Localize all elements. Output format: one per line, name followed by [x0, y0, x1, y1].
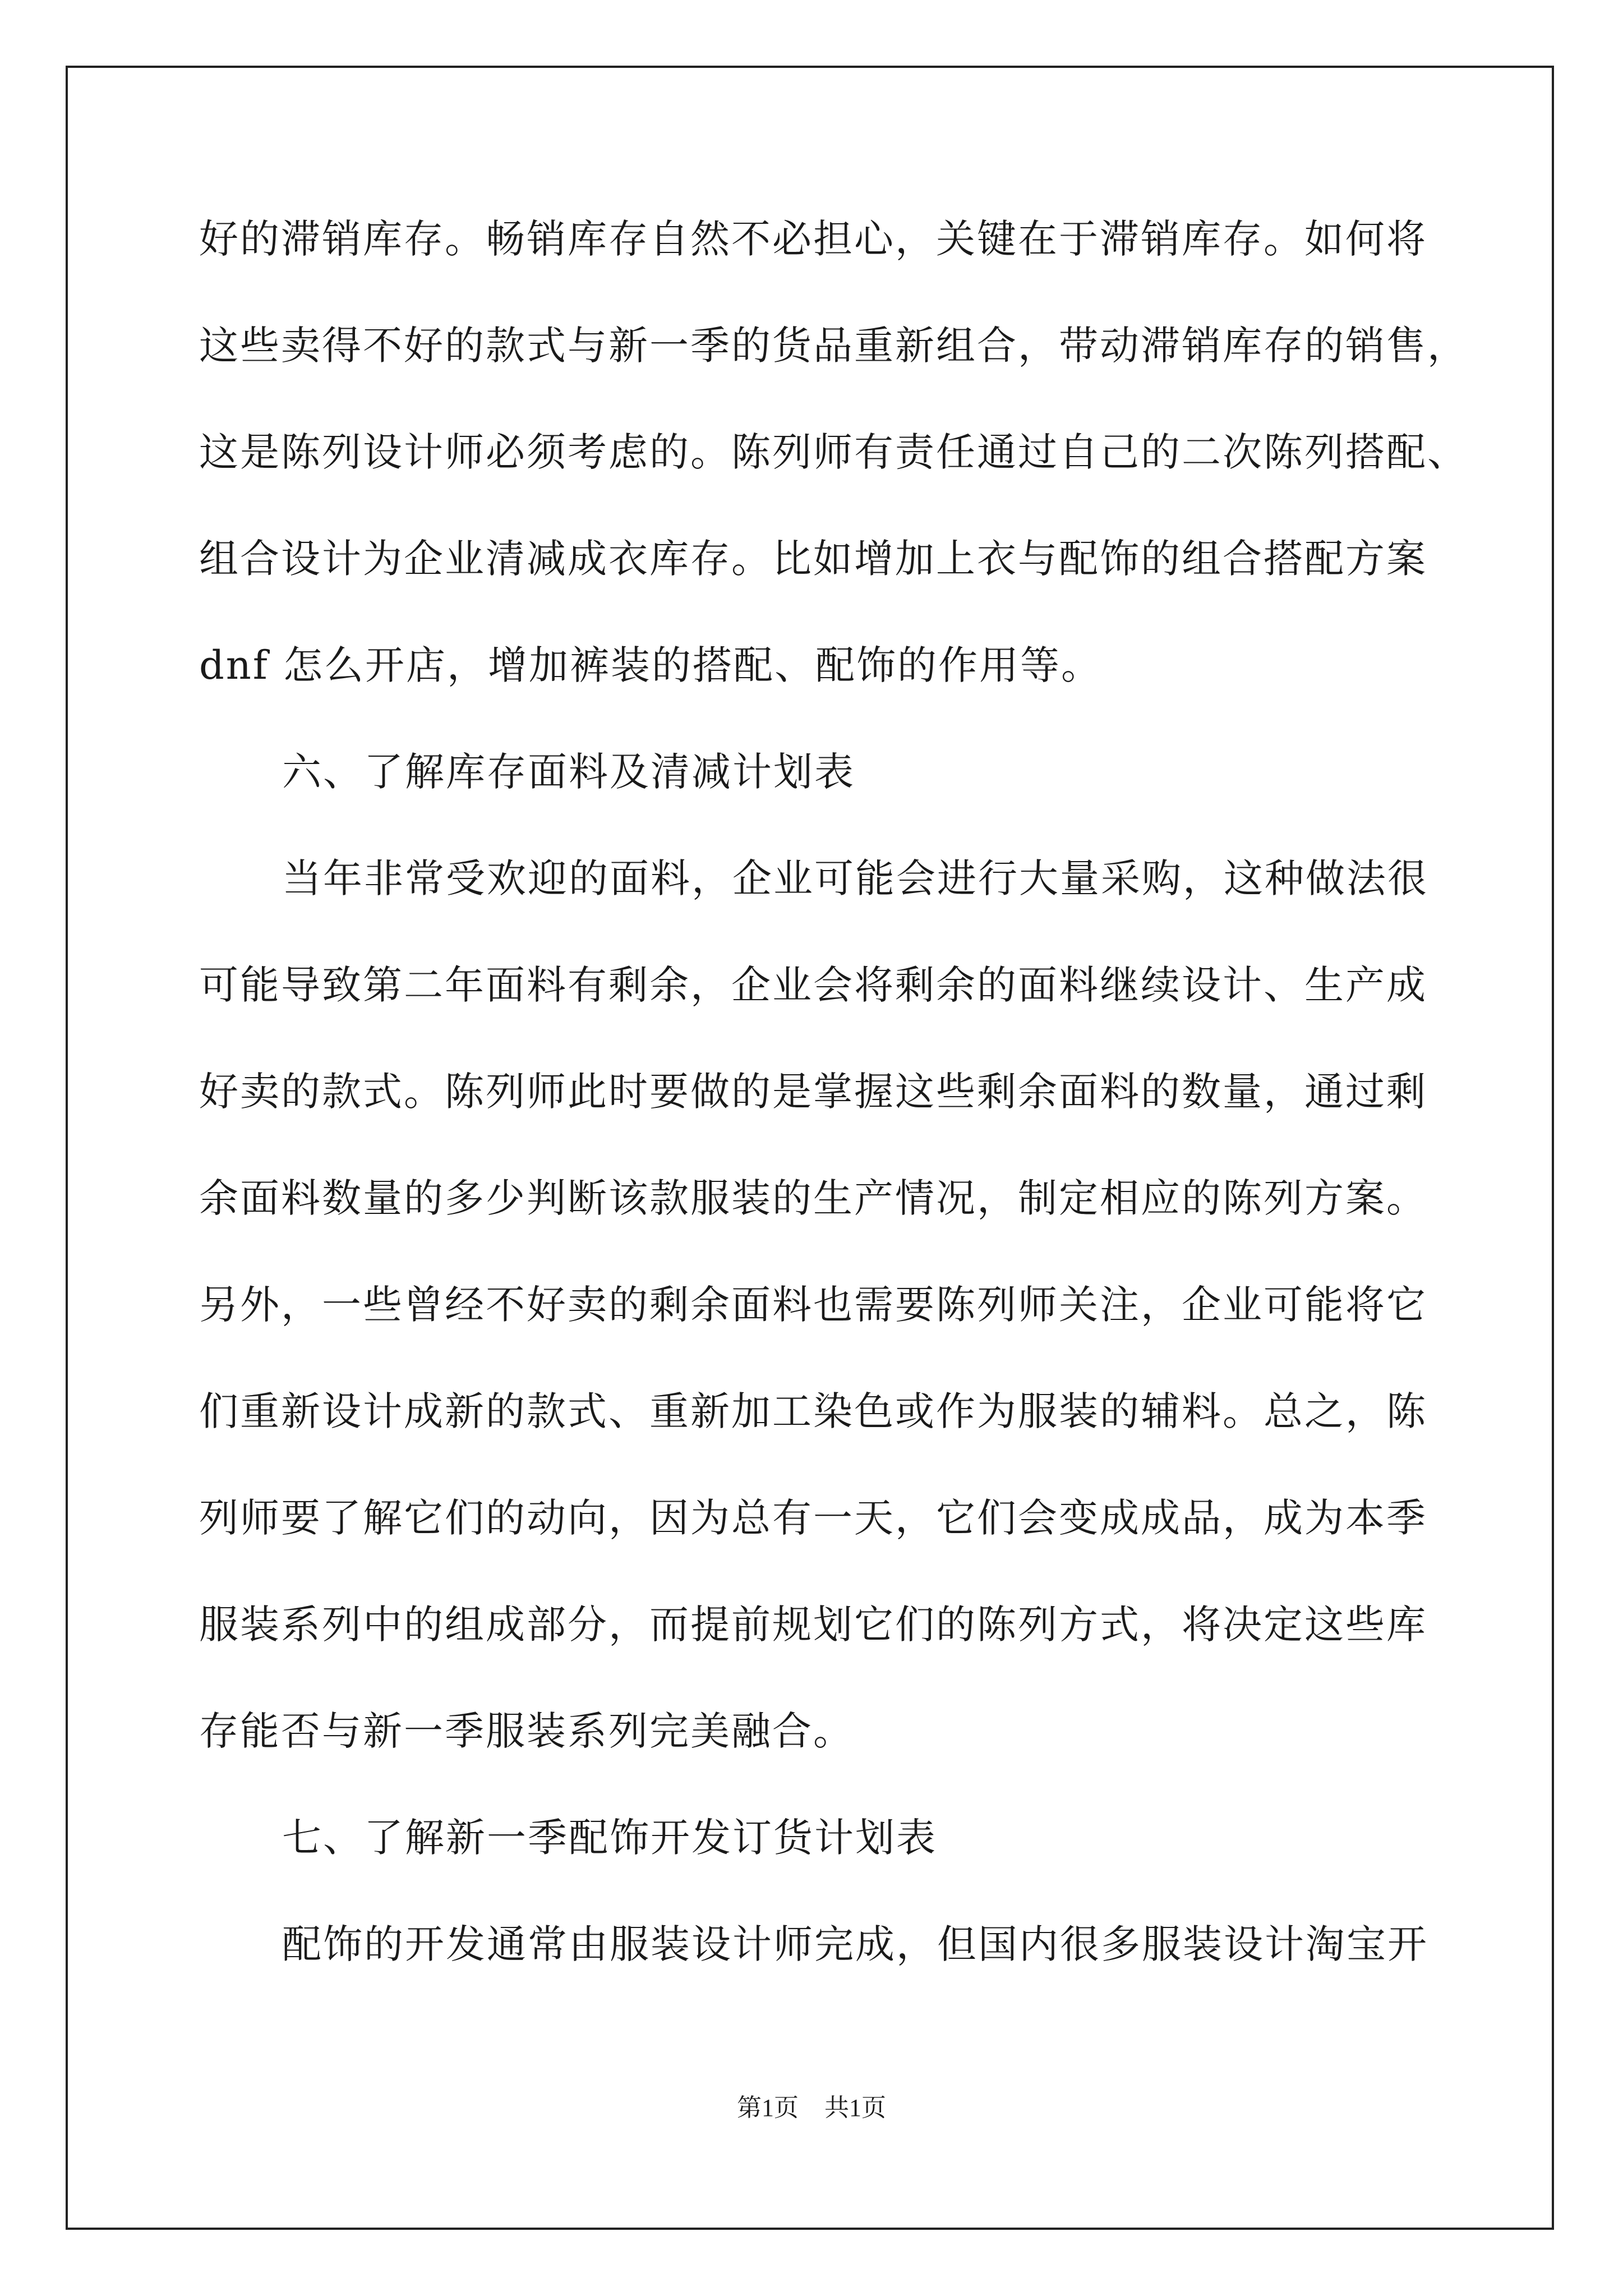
text-line-14: 服装系列中的组成部分，而提前规划它们的陈列方式，将决定这些库	[199, 1602, 1427, 1648]
text-line-13: 列师要了解它们的动向，因为总有一天，它们会变成成品，成为本季	[199, 1495, 1427, 1541]
page-border	[66, 66, 1554, 2230]
text-line-8: 可能导致第二年面料有剩余，企业会将剩余的面料继续设计、生产成	[199, 962, 1427, 1008]
text-line-11: 另外，一些曾经不好卖的剩余面料也需要陈列师关注，企业可能将它	[199, 1282, 1427, 1328]
section-heading-6: 六、了解库存面料及清减计划表	[282, 749, 855, 795]
page-number: 第1页	[737, 2094, 799, 2122]
text-line-12: 们重新设计成新的款式、重新加工染色或作为服装的辅料。总之，陈	[199, 1388, 1427, 1434]
text-line-3: 这是陈列设计师必须考虑的。陈列师有责任通过自己的二次陈列搭配、	[199, 429, 1468, 475]
section-heading-7: 七、了解新一季配饰开发订货计划表	[282, 1815, 937, 1861]
page-total: 共1页	[824, 2094, 886, 2122]
text-line-10: 余面料数量的多少判断该款服装的生产情况，制定相应的陈列方案。	[199, 1175, 1427, 1221]
text-line-7: 当年非常受欢迎的面料，企业可能会进行大量采购，这种做法很	[282, 855, 1428, 901]
text-line-5: dnf 怎么开店，增加裤装的搭配、配饰的作用等。	[199, 642, 1103, 688]
text-line-2: 这些卖得不好的款式与新一季的货品重新组合，带动滞销库存的销售，	[199, 323, 1468, 369]
text-line-17: 配饰的开发通常由服装设计师完成，但国内很多服装设计淘宝开	[282, 1921, 1428, 1967]
page-footer	[0, 2091, 1623, 2125]
text-line-9: 好卖的款式。陈列师此时要做的是掌握这些剩余面料的数量，通过剩	[199, 1069, 1427, 1115]
text-line-4: 组合设计为企业清减成衣库存。比如增加上衣与配饰的组合搭配方案	[199, 536, 1427, 582]
text-line-1: 好的滞销库存。畅销库存自然不必担心，关键在于滞销库存。如何将	[199, 216, 1427, 262]
text-line-15: 存能否与新一季服装系列完美融合。	[199, 1708, 854, 1754]
